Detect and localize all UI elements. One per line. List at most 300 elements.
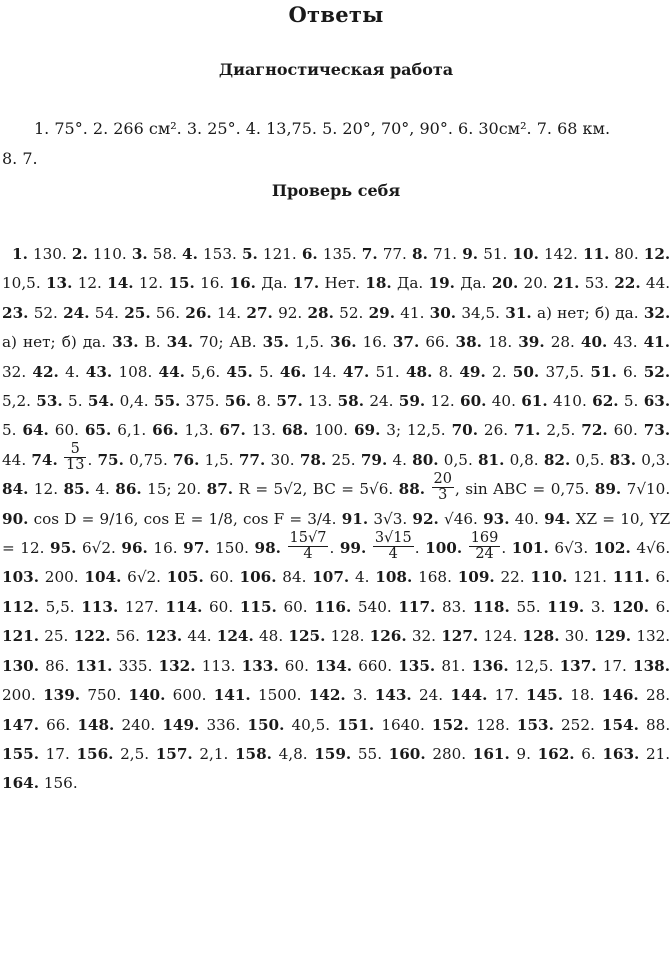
answer-value: 17. <box>494 686 519 705</box>
answer-value: Да. <box>261 274 288 293</box>
answer-number: 112. <box>2 597 39 616</box>
answer-value: 156. <box>43 774 78 793</box>
answer-fraction: $\frac{20}{3}$ <box>433 470 452 503</box>
answer-number: 46. <box>279 362 307 381</box>
answer-item <box>247 716 330 734</box>
answer-item <box>207 480 394 498</box>
answer-item <box>389 745 466 763</box>
answer-value: 1,5. <box>204 450 234 469</box>
answer-number: 35. <box>262 333 290 352</box>
answer-item <box>162 716 240 734</box>
answer-item <box>165 598 233 616</box>
answer-item <box>369 304 425 322</box>
answer-number: 148. <box>77 715 115 734</box>
answer-item <box>581 333 638 351</box>
answer-value: 44. <box>2 450 27 469</box>
answer-number: 131. <box>75 656 113 675</box>
answer-value: 44. <box>187 627 212 646</box>
answer-value: 5,6. <box>191 362 221 381</box>
answer-value: 5. <box>2 421 17 440</box>
answer-number: 120. <box>612 597 650 616</box>
answer-item <box>145 627 211 645</box>
answer-item <box>375 686 443 704</box>
answer-value: 24. <box>369 392 394 411</box>
answer-value: 55. <box>516 597 541 616</box>
answer-value: 3; 12,5. <box>386 421 446 440</box>
page-title: Ответы <box>288 2 384 27</box>
answer-item <box>124 304 180 322</box>
answer-item <box>398 598 466 616</box>
answer-item <box>594 539 670 557</box>
answer-value: 153. <box>203 245 237 263</box>
answer-number: 114. <box>165 597 203 616</box>
answer-value: 0,75. <box>129 450 168 469</box>
answer-item <box>581 421 638 439</box>
answer-number: 121. <box>2 627 39 646</box>
answer-item <box>32 363 79 381</box>
answer-value: 0,8. <box>509 450 539 469</box>
answer-item <box>276 392 332 410</box>
diagnostic-heading: Диагностическая работа <box>218 60 454 79</box>
answer-item <box>560 657 627 675</box>
answer-value: 14. <box>216 303 242 322</box>
answer-item <box>312 568 369 586</box>
answer-value: 150. <box>215 539 249 558</box>
answer-number: 133. <box>241 656 279 675</box>
answer-number: 93. <box>483 509 510 528</box>
answer-item <box>235 745 308 763</box>
answer-number: 100. <box>425 539 463 558</box>
answer-number: 118. <box>472 597 510 616</box>
answer-value: 2. <box>492 362 507 381</box>
answer-item <box>128 686 206 704</box>
answer-value: 8. <box>256 392 272 411</box>
answer-value: 6√3. <box>554 539 589 558</box>
answer-item <box>226 363 273 381</box>
answer-number: 54. <box>87 392 115 411</box>
answer-value: 5. <box>68 392 83 411</box>
answer-item <box>370 627 436 645</box>
self-check-answers <box>2 240 670 799</box>
answer-value: cos D = 9/16, cos E = 1/8, cos F = 3/4. <box>33 509 337 528</box>
answer-number: 128. <box>522 627 560 646</box>
answer-value: 13. <box>308 392 333 411</box>
answer-item <box>361 451 407 469</box>
answer-value: а) нет; б) да. <box>536 303 639 322</box>
answer-value: 135. <box>322 245 357 263</box>
answer-value: . <box>329 539 335 558</box>
answer-number: 17. <box>292 274 320 293</box>
answer-value: 53. <box>584 274 609 293</box>
answer-item <box>31 441 93 474</box>
answer-item <box>154 392 220 410</box>
answer-number: 138. <box>633 656 671 675</box>
answer-value: 40. <box>514 509 539 528</box>
answer-item <box>121 539 177 557</box>
answer-item <box>2 627 68 645</box>
answer-number: 140. <box>128 686 166 705</box>
answer-number: 19. <box>428 274 455 293</box>
answer-number: 95. <box>50 539 77 558</box>
answer-item <box>167 568 234 586</box>
answer-value: 16. <box>200 274 225 293</box>
answer-value: Да. <box>460 274 487 293</box>
answer-item <box>610 451 671 469</box>
answer-value: 24. <box>418 686 444 705</box>
answer-value: 56. <box>115 627 140 646</box>
answer-number: 73. <box>643 421 671 440</box>
answer-value: 12. <box>77 274 102 293</box>
answer-item <box>338 392 394 410</box>
answer-number: 142. <box>308 686 346 705</box>
answer-value: 5. <box>259 362 274 381</box>
answer-number: 156. <box>76 744 114 763</box>
answer-item <box>602 686 670 704</box>
answer-number: 154. <box>601 715 639 734</box>
answer-item <box>2 304 58 322</box>
answer-number: 10. <box>512 245 539 263</box>
answer-number: 38. <box>455 333 482 352</box>
answer-item <box>398 657 465 675</box>
answer-item <box>583 245 639 263</box>
answer-number: 94. <box>544 509 571 528</box>
answer-value: 3. <box>590 597 606 616</box>
answer-item <box>517 716 595 734</box>
answer-value: 8. <box>438 362 454 381</box>
answer-number: 116. <box>314 597 352 616</box>
answer-item <box>425 529 507 562</box>
answer-item <box>183 539 249 557</box>
answer-number: 109. <box>457 568 495 587</box>
answer-value: 128. <box>330 627 365 646</box>
answer-item <box>167 333 257 351</box>
answer-fraction: $\frac{15√7}{4}$ <box>289 529 327 562</box>
answer-item <box>185 304 241 322</box>
answer-number: 155. <box>2 744 39 763</box>
answer-number: 85. <box>63 480 90 499</box>
answer-value: 168. <box>418 568 452 587</box>
answer-item <box>473 598 541 616</box>
answer-item <box>22 421 79 439</box>
answer-number: 25. <box>124 303 151 322</box>
answer-item <box>97 451 167 469</box>
answer-number: 21. <box>553 274 580 293</box>
answer-number: 152. <box>431 715 469 734</box>
answer-number: 18. <box>365 274 392 293</box>
answer-number: 61. <box>521 392 548 411</box>
answer-item <box>230 274 288 292</box>
answer-number: 53. <box>36 392 63 411</box>
answer-number: 81. <box>477 450 505 469</box>
answer-value: 21. <box>645 744 671 763</box>
answer-number: 161. <box>472 744 510 763</box>
answer-value: 252. <box>561 715 595 734</box>
answer-value: , sin ABC = 0,75. <box>455 480 590 499</box>
answer-item <box>458 568 525 586</box>
answer-item <box>553 274 609 292</box>
answer-item <box>152 421 213 439</box>
answer-item <box>214 686 302 704</box>
answer-value: 30. <box>564 627 589 646</box>
answer-item <box>63 304 119 322</box>
answer-item <box>36 392 82 410</box>
answer-item <box>76 745 149 763</box>
answer-value: 108. <box>118 362 153 381</box>
answer-item <box>521 392 587 410</box>
answer-value: 15; 20. <box>147 480 202 499</box>
answer-item <box>523 627 589 645</box>
answer-number: 79. <box>360 450 388 469</box>
answer-item <box>538 745 596 763</box>
answer-fraction: $\frac{3√15}{4}$ <box>374 529 412 562</box>
answer-value: 12. <box>33 480 59 499</box>
answer-value: 110. <box>92 245 127 263</box>
answer-value: . <box>87 450 93 469</box>
answer-number: 137. <box>559 656 597 675</box>
answer-value: 113. <box>201 656 236 675</box>
answer-number: 127. <box>441 627 479 646</box>
answer-number: 60. <box>460 392 487 411</box>
answer-number: 23. <box>2 303 29 322</box>
answer-value: 17. <box>602 656 627 675</box>
answer-item <box>302 245 357 263</box>
answer-number: 59. <box>398 392 426 411</box>
answer-number: 3. <box>131 245 148 263</box>
answer-item <box>288 627 364 645</box>
answer-item <box>84 568 161 586</box>
answer-number: 164. <box>2 774 39 793</box>
answer-value: Нет. <box>324 274 360 293</box>
answer-number: 55. <box>153 392 181 411</box>
answer-number: 146. <box>601 686 639 705</box>
answer-item <box>612 598 670 616</box>
answer-number: 11. <box>582 245 610 263</box>
answer-number: 97. <box>183 539 210 558</box>
answer-number: 129. <box>594 627 632 646</box>
answer-number: 139. <box>43 686 81 705</box>
answer-value: 22. <box>500 568 525 587</box>
answer-value: 60. <box>54 421 79 440</box>
answer-item <box>2 598 75 616</box>
answer-value: 52. <box>339 303 364 322</box>
answer-item <box>362 245 407 263</box>
answer-number: 7. <box>361 245 378 263</box>
answer-number: 14. <box>107 274 134 293</box>
answer-value: XZ = 10, YZ = 12. <box>2 509 671 558</box>
answer-value: 52. <box>33 303 58 322</box>
answer-item <box>393 333 450 351</box>
answer-value: 88. <box>646 715 671 734</box>
answer-number: 5. <box>241 245 258 263</box>
answer-value: 142. <box>544 245 578 263</box>
answer-value: 375. <box>185 392 220 411</box>
answer-value: 4. <box>392 450 407 469</box>
answer-item <box>514 421 575 439</box>
answer-number: 20. <box>491 274 519 293</box>
answer-item <box>72 245 127 263</box>
answer-value: 58. <box>152 245 177 263</box>
answer-number: 15. <box>168 274 195 293</box>
answer-value: 6√2. <box>82 539 116 558</box>
answer-value: B. <box>144 333 161 352</box>
answer-item <box>492 274 548 292</box>
answer-value: 83. <box>442 597 467 616</box>
answer-item <box>242 657 309 675</box>
answer-number: 51. <box>590 362 617 381</box>
answer-value: 77. <box>382 245 407 263</box>
answer-item <box>314 745 382 763</box>
answer-value: 51. <box>375 362 400 381</box>
answer-value: 200. <box>2 686 36 705</box>
answer-item <box>173 451 234 469</box>
answer-item <box>343 363 400 381</box>
answer-value: Да. <box>397 274 424 293</box>
answer-value: 5,2. <box>2 392 31 411</box>
answer-value: 17. <box>45 744 70 763</box>
answer-number: 90. <box>2 509 29 528</box>
answer-value: 4. <box>65 362 80 381</box>
answer-number: 65. <box>84 421 112 440</box>
answer-number: 26. <box>185 303 212 322</box>
answer-number: 8. <box>412 245 428 263</box>
answer-item <box>592 392 638 410</box>
answer-value: 410. <box>552 392 587 411</box>
answer-item <box>156 745 229 763</box>
answer-value: 540. <box>357 597 392 616</box>
answer-value: 4. <box>95 480 110 499</box>
answer-item <box>240 598 308 616</box>
answer-number: 45. <box>226 362 253 381</box>
answer-value: 18. <box>488 333 513 352</box>
answer-number: 123. <box>145 627 183 646</box>
answer-value: 12. <box>430 392 455 411</box>
answer-number: 50. <box>512 362 540 381</box>
diagnostic-answers-line-1: 1. 75°. 2. 266 см². 3. 25°. 4. 13,75. 5. 20°, 70°, 90°. 6. 30см². 7. 68 км. <box>34 119 611 138</box>
answer-item <box>2 657 69 675</box>
answer-value: 16. <box>362 333 387 352</box>
answer-number: 144. <box>450 686 488 705</box>
answer-item <box>430 304 500 322</box>
answer-number: 106. <box>239 568 277 587</box>
answer-number: 49. <box>459 362 486 381</box>
answer-value: 40. <box>491 392 516 411</box>
answer-number: 149. <box>162 715 200 734</box>
answer-value: 6,1. <box>117 421 147 440</box>
answer-number: 103. <box>2 568 39 587</box>
answer-number: 82. <box>543 450 571 469</box>
answer-number: 108. <box>375 568 413 587</box>
answer-number: 22. <box>614 274 641 293</box>
answer-value: 100. <box>314 421 349 440</box>
answer-number: 162. <box>537 744 575 763</box>
answer-number: 159. <box>314 744 352 763</box>
answer-number: 52. <box>643 362 671 381</box>
answer-value: 6. <box>655 568 671 587</box>
answer-number: 88. <box>398 480 426 499</box>
answer-number: 69. <box>353 421 381 440</box>
answer-number: 132. <box>158 656 196 675</box>
answer-item <box>512 245 577 263</box>
answer-value: 51. <box>483 245 508 263</box>
answer-item <box>512 539 588 557</box>
answer-value: 16. <box>153 539 178 558</box>
answer-value: 7√10. <box>626 480 671 499</box>
answer-value: 4,8. <box>278 744 308 763</box>
answer-item <box>225 392 271 410</box>
answer-number: 111. <box>612 568 650 587</box>
answer-value: 124. <box>483 627 518 646</box>
answer-item <box>472 657 554 675</box>
answer-item <box>452 421 509 439</box>
answer-number: 78. <box>299 450 327 469</box>
diagnostic-answers-line-2: 8. 7. <box>2 149 38 168</box>
answer-item <box>219 421 276 439</box>
answer-item <box>398 470 590 503</box>
answer-value: 132. <box>636 627 671 646</box>
answer-number: 143. <box>374 686 412 705</box>
answer-number: 130. <box>2 656 39 675</box>
answer-item <box>412 451 473 469</box>
answer-value: 10,5. <box>2 274 41 293</box>
answer-value: 25. <box>44 627 69 646</box>
answer-item <box>242 245 297 263</box>
answer-item <box>280 363 337 381</box>
answer-item <box>77 716 155 734</box>
answer-number: 136. <box>471 656 509 675</box>
answer-number: 32. <box>643 303 671 322</box>
answer-number: 119. <box>547 597 585 616</box>
answer-item <box>63 480 109 498</box>
answer-item <box>263 333 324 351</box>
answer-item <box>602 716 670 734</box>
answer-item <box>459 363 506 381</box>
answer-value: 2,5. <box>120 744 150 763</box>
answer-item <box>339 529 420 562</box>
answer-item <box>239 451 295 469</box>
answer-number: 1. <box>12 245 28 263</box>
answer-item <box>254 529 335 562</box>
answer-number: 31. <box>505 303 532 322</box>
answer-number: 58. <box>337 392 365 411</box>
answer-value: 128. <box>475 715 510 734</box>
answer-value: 6. <box>655 597 671 616</box>
answer-item <box>293 274 360 292</box>
answer-value: а) нет; б) да. <box>2 333 107 352</box>
answer-item <box>2 510 337 528</box>
answer-value: 54. <box>94 303 119 322</box>
answer-value: 0,4. <box>119 392 149 411</box>
answer-item <box>505 304 638 322</box>
answer-number: 87. <box>206 480 234 499</box>
answer-item <box>456 333 513 351</box>
answer-item <box>107 274 163 292</box>
answer-item <box>168 274 224 292</box>
answer-item <box>432 716 510 734</box>
answer-number: 74. <box>31 450 58 469</box>
answer-value: 66. <box>46 715 71 734</box>
answer-number: 12. <box>643 245 671 263</box>
answer-item <box>483 510 539 528</box>
answer-value: √46. <box>444 509 478 528</box>
answer-value: 4√6. <box>636 539 671 558</box>
answer-number: 67. <box>219 421 246 440</box>
answer-value: 240. <box>121 715 156 734</box>
answer-value: 60. <box>613 421 638 440</box>
answer-value: 3√3. <box>373 509 408 528</box>
answer-number: 70. <box>451 421 478 440</box>
answer-number: 16. <box>229 274 256 293</box>
answer-value: 0,3. <box>641 450 671 469</box>
